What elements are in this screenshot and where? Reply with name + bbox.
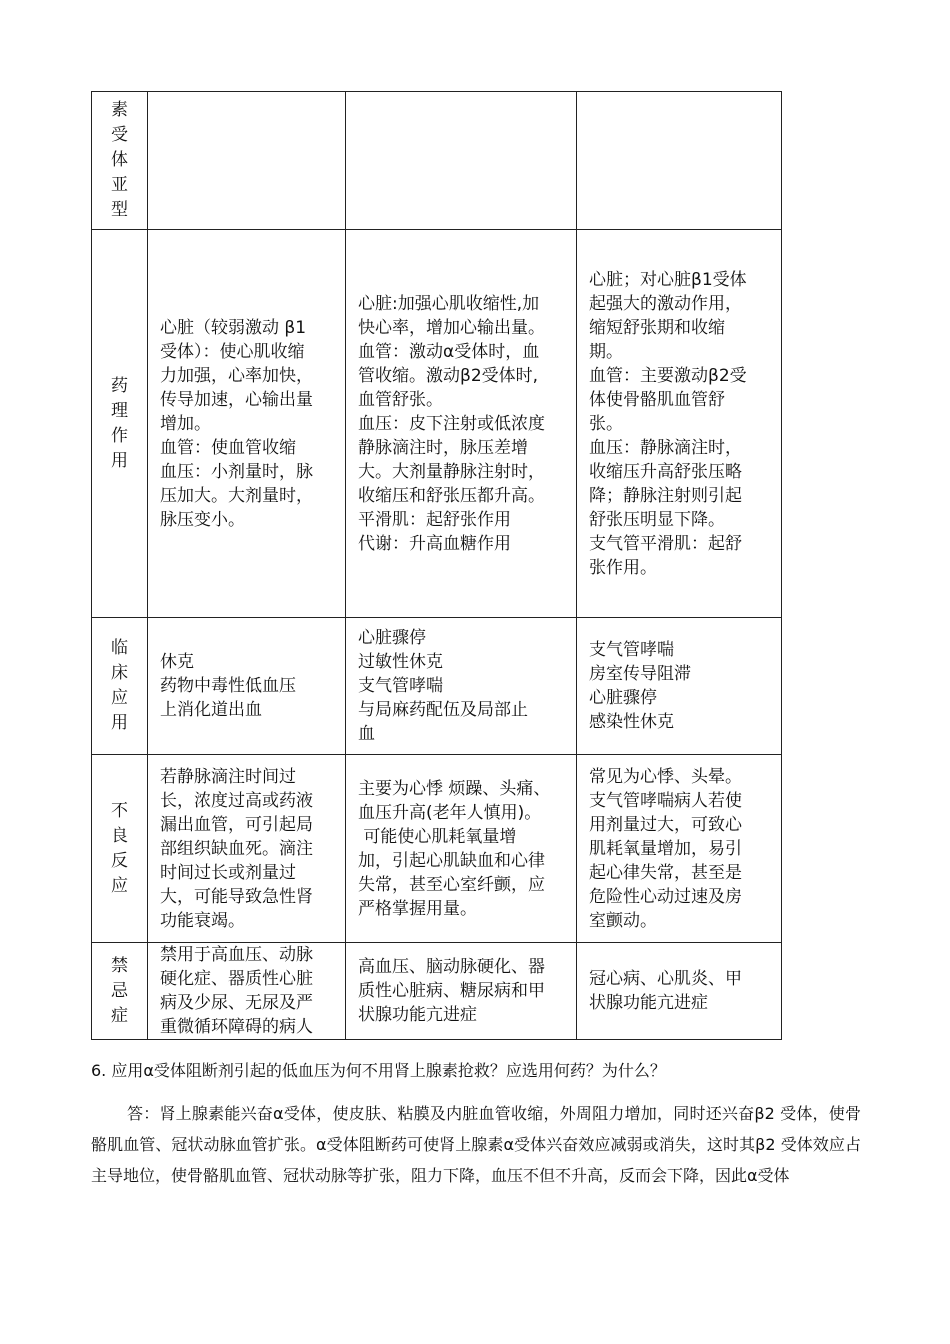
cell-line: 病及少尿、无尿及严 <box>160 993 313 1013</box>
cell-line: 血 <box>358 724 375 744</box>
cell-line: 心脏；对心脏β1受体 <box>589 269 747 290</box>
table-cell-drug-c <box>577 755 782 943</box>
table-cell-drug-c <box>577 92 782 230</box>
cell-line: 起强大的激动作用， <box>589 293 742 314</box>
table-cell-drug-a <box>148 943 346 1040</box>
table-cell-drug-a <box>148 755 346 943</box>
cell-line: 受体）：使心肌收缩 <box>160 341 305 362</box>
cell-line: 体使骨骼肌血管舒 <box>589 389 725 410</box>
cell-line: 力加强，心率加快， <box>160 365 313 386</box>
row-label-text: 不良反应 <box>111 800 128 896</box>
cell-line: 增加。 <box>160 413 211 434</box>
cell-line: 休克 <box>160 652 194 672</box>
cell-line: 状腺功能亢进症 <box>589 993 708 1013</box>
cell-line: 严格掌握用量。 <box>358 898 477 919</box>
cell-line: 血管：使血管收缩 <box>160 437 296 458</box>
cell-line: 时间过长或剂量过 <box>160 862 296 883</box>
cell-line: 血压升高(老年人慎用)。 <box>358 802 542 823</box>
table-cell-drug-b <box>346 618 577 755</box>
row-label <box>92 618 148 755</box>
cell-line: 与局麻药配伍及局部止 <box>358 700 528 720</box>
cell-line: 主要为心悸 烦躁、头痛、 <box>358 778 551 799</box>
cell-line: 心脏骤停 <box>589 688 657 708</box>
cell-line: 血管：激动α受体时，血 <box>358 341 540 362</box>
table-cell-drug-a <box>148 92 346 230</box>
cell-line: 降；静脉注射则引起 <box>589 485 742 506</box>
row-label <box>92 755 148 943</box>
cell-line: 房室传导阻滞 <box>589 664 691 684</box>
cell-line: 危险性心动过速及房 <box>589 886 742 907</box>
cell-line: 可能使心肌耗氧量增 <box>358 826 517 847</box>
cell-line: 血管：主要激动β2受 <box>589 365 747 386</box>
cell-line: 压加大。大剂量时， <box>160 485 313 506</box>
table-cell-drug-c <box>577 943 782 1040</box>
cell-line: 心脏:加强心肌收缩性,加 <box>358 293 540 314</box>
table-cell-drug-b <box>346 755 577 943</box>
table-row-subtype <box>92 92 782 230</box>
cell-line: 血管舒张。 <box>358 389 443 410</box>
table-row-pharmacology <box>92 230 782 618</box>
cell-line: 长，浓度过高或药液 <box>160 790 313 811</box>
cell-line: 静脉滴注时，脉压差增 <box>358 437 528 458</box>
cell-line: 质性心脏病、糖尿病和甲 <box>358 981 545 1001</box>
cell-line: 禁用于高血压、动脉 <box>160 945 313 965</box>
table-cell-drug-b <box>346 230 577 618</box>
cell-line: 上消化道出血 <box>160 700 262 720</box>
cell-line: 功能衰竭。 <box>160 910 245 931</box>
cell-line: 失常，甚至心室纤颤，应 <box>358 874 545 895</box>
cell-line: 收缩压升高舒张压略 <box>589 461 742 482</box>
cell-line: 支气管哮喘 <box>589 640 674 660</box>
cell-line: 部组织缺血死。滴注 <box>160 838 313 859</box>
table-cell-drug-b <box>346 92 577 230</box>
cell-line: 感染性休克 <box>589 712 674 732</box>
table-cell-drug-a <box>148 230 346 618</box>
cell-line: 张。 <box>589 413 623 434</box>
cell-line: 常见为心悸、头晕。 <box>589 766 742 787</box>
row-label <box>92 92 148 230</box>
cell-line: 快心率，增加心输出量。 <box>358 317 545 338</box>
cell-line: 代谢：升高血糖作用 <box>358 533 511 554</box>
table-row-clinical-use <box>92 618 782 755</box>
table-cell-drug-c <box>577 230 782 618</box>
answer-paragraph: 答：肾上腺素能兴奋α受体，使皮肤、粘膜及内脏血管收缩，外周阻力增加，同时还兴奋β2 受体，使骨骼肌血管、冠状动脉血管扩张。α受体阻断药可使肾上腺素α受体兴奋效应减弱或消失，这时其β2 受体效应占主导地位，使骨骼肌血管、冠状动脉等扩张，阻力下降，血压不但不升高，反而会下降，因此α受体 <box>91 1104 861 1185</box>
question-text: 6. 应用α受体阻断剂引起的低血压为何不用肾上腺素抢救？应选用何药？为什么？ <box>91 1061 666 1080</box>
cell-line: 漏出血管，可引起局 <box>160 814 313 835</box>
cell-line: 高血压、脑动脉硬化、器 <box>358 957 545 977</box>
cell-line: 室颤动。 <box>589 910 657 931</box>
drug-comparison-table <box>91 91 782 1040</box>
cell-line: 用剂量过大，可致心 <box>589 814 742 835</box>
cell-line: 冠心病、心肌炎、甲 <box>589 969 742 989</box>
row-label-text: 药理作用 <box>111 375 128 471</box>
cell-line: 大。大剂量静脉注射时， <box>358 461 545 482</box>
cell-line: 若静脉滴注时间过 <box>160 766 296 787</box>
cell-line: 舒张压明显下降。 <box>589 509 725 530</box>
cell-line: 平滑肌：起舒张作用 <box>358 509 511 530</box>
cell-line: 支气管哮喘 <box>358 676 443 696</box>
row-label-text: 禁忌症 <box>111 955 128 1026</box>
cell-line: 收缩压和舒张压都升高。 <box>358 485 545 506</box>
cell-line: 管收缩。激动β2受体时, <box>358 365 539 386</box>
cell-line: 重微循环障碍的病人 <box>160 1017 313 1037</box>
row-label-text: 素受体亚型 <box>111 100 128 220</box>
cell-line: 大，可能导致急性肾 <box>160 886 313 907</box>
cell-line: 期。 <box>589 341 623 362</box>
cell-line: 血压：静脉滴注时， <box>589 437 742 458</box>
cell-line: 肌耗氧量增加，易引 <box>589 838 742 859</box>
cell-line: 心脏（较弱激动 β1 <box>160 317 307 338</box>
cell-line: 支气管平滑肌：起舒 <box>589 533 742 554</box>
cell-line: 血压：小剂量时，脉 <box>160 461 313 482</box>
cell-line: 过敏性休克 <box>358 652 443 672</box>
cell-line: 起心律失常，甚至是 <box>589 862 742 883</box>
row-label <box>92 943 148 1040</box>
cell-line: 缩短舒张期和收缩 <box>589 317 725 338</box>
cell-line: 药物中毒性低血压 <box>160 676 296 696</box>
cell-line: 血压：皮下注射或低浓度 <box>358 413 545 434</box>
table-cell-drug-b <box>346 943 577 1040</box>
table-row-adverse-reactions <box>92 755 782 943</box>
cell-line: 传导加速，心输出量 <box>160 389 313 410</box>
table-row-contraindications <box>92 943 782 1040</box>
table-cell-drug-a <box>148 618 346 755</box>
cell-line: 支气管哮喘病人若使 <box>589 790 742 811</box>
row-label-text: 临床应用 <box>111 638 128 733</box>
cell-line: 硬化症、器质性心脏 <box>160 969 313 989</box>
row-label <box>92 230 148 618</box>
cell-line: 张作用。 <box>589 557 657 578</box>
cell-line: 心脏骤停 <box>358 628 426 648</box>
cell-line: 状腺功能亢进症 <box>358 1005 477 1025</box>
cell-line: 脉压变小。 <box>160 509 245 530</box>
cell-line: 加，引起心肌缺血和心律 <box>358 850 545 871</box>
table-cell-drug-c <box>577 618 782 755</box>
